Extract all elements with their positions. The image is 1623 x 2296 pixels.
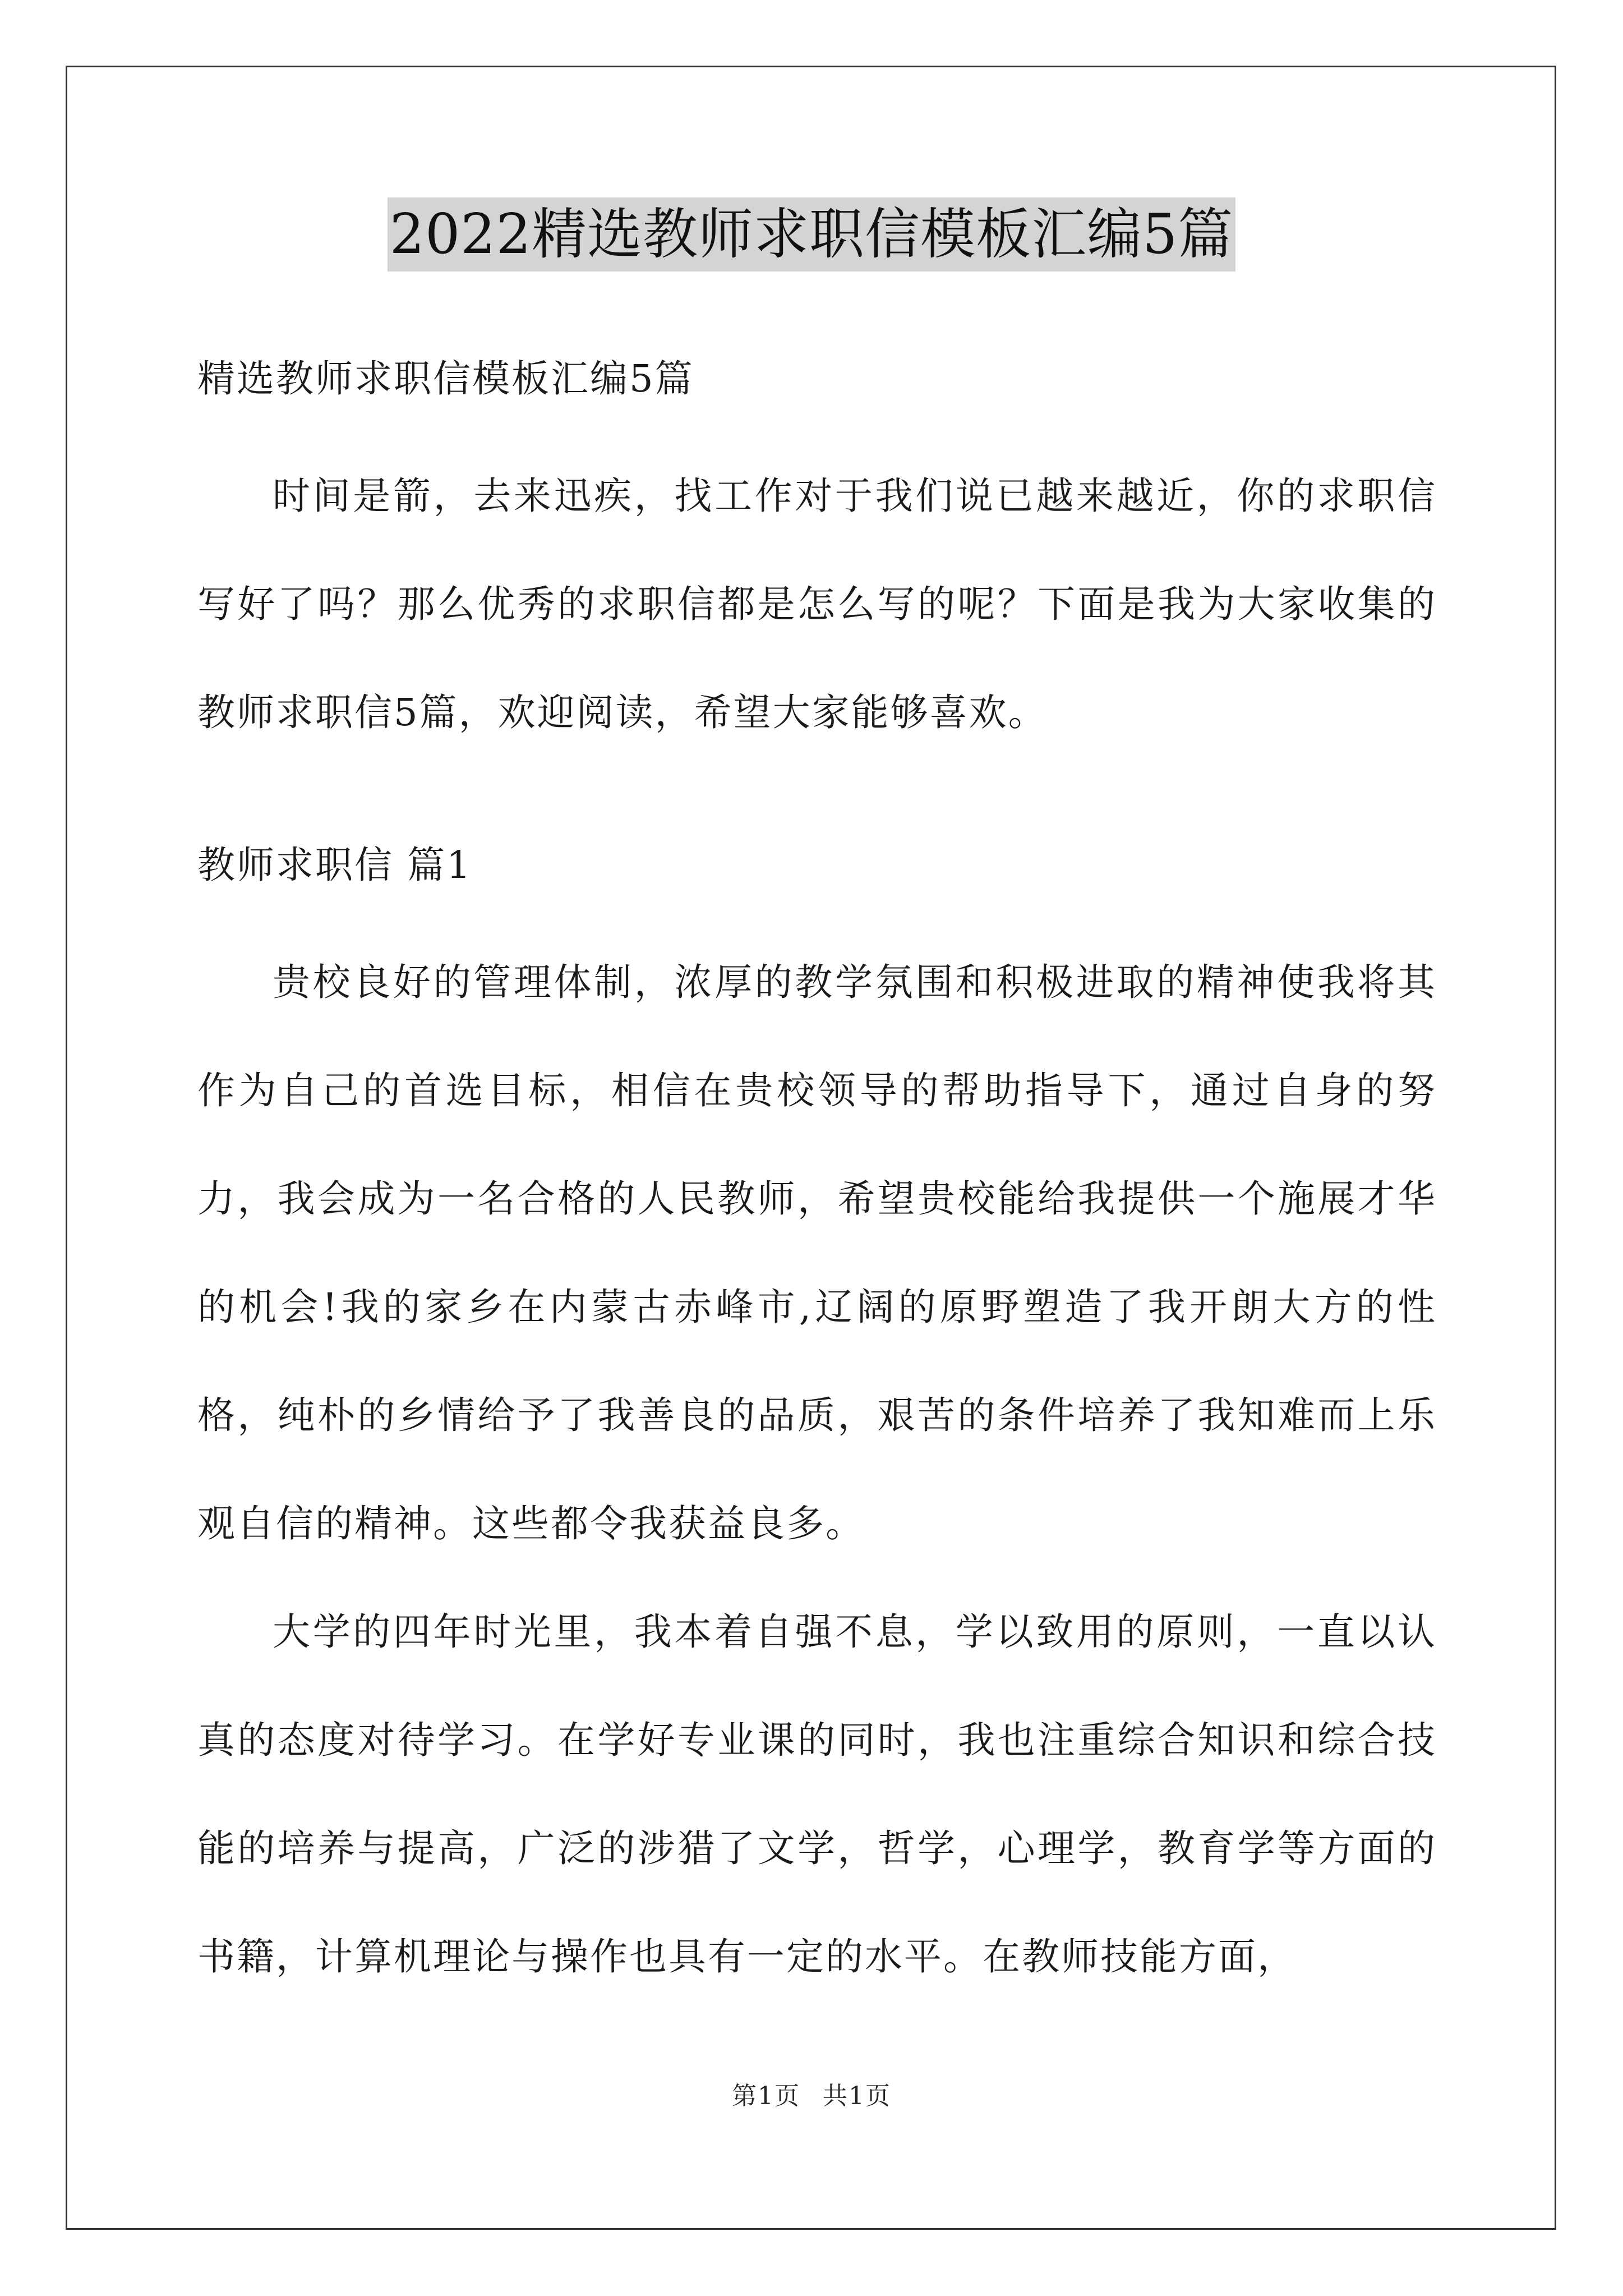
body-paragraph: 大学的四年时光里，我本着自强不息，学以致用的原则，一直以认真的态度对待学习。在学好专业课的同时，我也注重综合知识和综合技能的培养与提高，广泛的涉猎了文学，哲学，心理学，教育学等方面的书籍，计算机理论与操作也具有一定的水平。在教师技能方面， (197, 1610, 1437, 1978)
spacer (197, 409, 1437, 442)
page-footer (0, 2076, 1623, 2111)
title-container (0, 197, 1623, 272)
spacer (197, 896, 1437, 928)
document-title: 2022精选教师求职信模板汇编5篇 (388, 197, 1236, 272)
page-total: 共1页 (823, 2082, 891, 2110)
document-subtitle: 精选教师求职信模板汇编5篇 (197, 357, 694, 401)
page-number: 第1页 (732, 2082, 800, 2110)
body-paragraph: 贵校良好的管理体制，浓厚的教学氛围和积极进取的精神使我将其作为自己的首选目标，相信在贵校领导的帮助指导下，通过自身的努力，我会成为一名合格的人民教师，希望贵校能给我提供一个施展才华的机会!我的家乡在内蒙古赤峰市,辽阔的原野塑造了我开朗大方的性格，纯朴的乡情给予了我善良的品质，艰苦的条件培养了我知难而上乐观自信的精神。这些都令我获益良多。 (197, 960, 1437, 1545)
document-body (197, 348, 1437, 2011)
section-heading: 教师求职信 篇1 (197, 843, 472, 887)
spacer (197, 767, 1437, 834)
intro-paragraph: 时间是箭，去来迅疾，找工作对于我们说已越来越近，你的求职信写好了吗？那么优秀的求职信都是怎么写的呢？下面是我为大家收集的教师求职信5篇，欢迎阅读，希望大家能够喜欢。 (197, 474, 1437, 734)
